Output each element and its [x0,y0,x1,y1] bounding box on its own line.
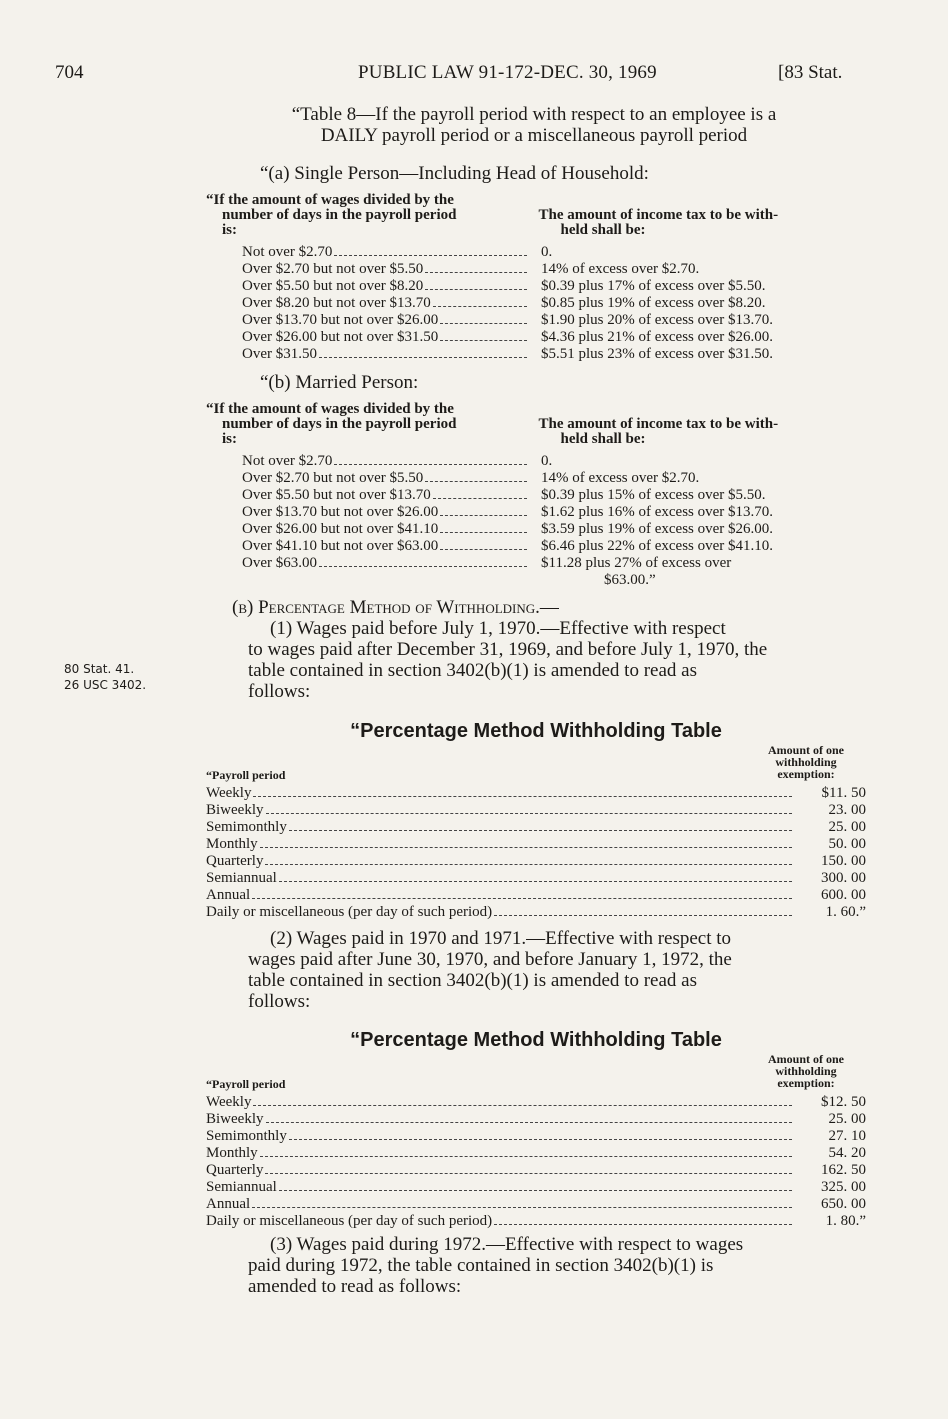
wage-bracket: Not over $2.70 [242,244,333,260]
single-col-right-line1: The amount of income tax to be with- [538,207,779,223]
payroll-period: Quarterly [206,853,264,869]
married-last-tax-continuation: $63.00.” [604,572,656,588]
margin-note [64,661,146,693]
dot-leader [253,785,792,797]
table-row [206,521,866,538]
exemption-amount: 25. 00 [828,1111,866,1127]
paragraph-1-line4: follows: [248,681,311,702]
paragraph-2-line2: wages paid after June 30, 1970, and before January 1, 1972, the [248,949,732,970]
married-col-left-line2: number of days in the payroll period [222,416,457,432]
page-title: PUBLIC LAW 91-172-DEC. 30, 1969 [358,62,657,83]
dot-leader [440,504,527,516]
wage-bracket: Over $5.50 but not over $13.70 [242,487,431,503]
exemption-amount: 600. 00 [821,887,866,903]
dot-leader [494,904,792,916]
pct2-period-header: “Payroll period [206,1077,286,1091]
table8-caption [200,104,868,146]
wage-bracket: Over $2.70 but not over $5.50 [242,261,424,277]
exemption-amount: $11. 50 [821,785,866,801]
dot-leader [252,1196,792,1208]
exemption-amount: 1. 60.” [825,904,866,920]
single-col-left-line1: “If the amount of wages divided by the [206,192,454,208]
dot-leader [425,470,527,482]
table-row [206,1145,866,1162]
table-row [206,329,866,346]
wage-bracket: Over $41.10 but not over $63.00 [242,538,439,554]
married-table-header [206,402,866,447]
page-number: 704 [55,62,84,83]
payroll-period: Daily or miscellaneous (per day of such period) [206,904,493,920]
percentage-table-1-title: “Percentage Method Withholding Table [350,720,722,742]
single-col-right-line2: held shall be: [560,222,646,238]
paragraph-2 [248,928,866,1012]
table-row [206,453,866,470]
exemption-amount: 150. 00 [821,853,866,869]
payroll-period: Biweekly [206,1111,264,1127]
exemption-amount: 23. 00 [828,802,866,818]
dot-leader [265,1162,792,1174]
exemption-amount: 27. 10 [828,1128,866,1144]
dot-leader [319,555,527,567]
dot-leader [289,819,792,831]
tax-amount: $3.59 plus 19% of excess over $26.00. [541,521,774,537]
single-table-rows [206,244,866,363]
margin-note-line1: 80 Stat. 41. [64,662,135,676]
pct1-amount-header [746,744,866,780]
payroll-period: Semiannual [206,870,277,886]
exemption-amount: 25. 00 [828,819,866,835]
tax-amount: $6.46 plus 22% of excess over $41.10. [541,538,774,554]
paragraph-1 [248,618,866,702]
dot-leader [494,1213,792,1225]
table-row [206,261,866,278]
table-row [206,470,866,487]
dot-leader [334,453,527,465]
married-col-right-line2: held shall be: [560,431,646,447]
exemption-amount: 650. 00 [821,1196,866,1212]
wage-bracket: Over $13.70 but not over $26.00 [242,312,439,328]
single-person-heading: “(a) Single Person—Including Head of Household: [260,163,649,184]
married-col-left-line3: is: [222,431,237,447]
exemption-amount: 1. 80.” [825,1213,866,1229]
wage-bracket: Over $63.00 [242,555,317,571]
dot-leader [433,295,527,307]
dot-leader [252,887,792,899]
dot-leader [440,538,527,550]
pct1-amount-header-line2: withholding [775,755,837,769]
payroll-period: Semimonthly [206,1128,287,1144]
single-person-table [206,193,866,363]
payroll-period: Annual [206,1196,251,1212]
paragraph-3-line3: amended to read as follows: [248,1276,462,1297]
table-row [206,802,866,819]
paragraph-2-line1: (2) Wages paid in 1970 and 1971.—Effective with respect to [270,928,732,949]
dot-leader [440,521,527,533]
pct1-amount-header-line3: exemption: [777,767,835,781]
table-row [206,346,866,363]
dot-leader [425,261,527,273]
table-row [206,887,866,904]
payroll-period: Annual [206,887,251,903]
table-row [206,1179,866,1196]
single-col-left-line2: number of days in the payroll period [222,207,457,223]
dot-leader [266,802,793,814]
exemption-amount: 162. 50 [821,1162,866,1178]
tax-amount: 14% of excess over $2.70. [541,261,700,277]
tax-amount: $1.90 plus 20% of excess over $13.70. [541,312,774,328]
tax-amount: $4.36 plus 21% of excess over $26.00. [541,329,774,345]
tax-amount: $1.62 plus 16% of excess over $13.70. [541,504,774,520]
dot-leader [433,487,527,499]
paragraph-2-line3: table contained in section 3402(b)(1) is amended to read as [248,970,697,991]
dot-leader [334,244,527,256]
wage-bracket: Over $13.70 but not over $26.00 [242,504,439,520]
table-row [206,1128,866,1145]
wage-bracket: Over $26.00 but not over $41.10 [242,521,439,537]
payroll-period: Weekly [206,785,252,801]
dot-leader [425,278,527,290]
exemption-amount: 54. 20 [828,1145,866,1161]
table-row [206,312,866,329]
table-row [206,538,866,555]
percentage-method-heading: (b) Percentage Method of Withholding.— [232,597,559,618]
payroll-period: Monthly [206,1145,258,1161]
dot-leader [266,1111,793,1123]
dot-leader [279,1179,792,1191]
table-row [206,1196,866,1213]
pct2-amount-header-line1: Amount of one [767,1052,844,1066]
paragraph-1-line2: to wages paid after December 31, 1969, and before July 1, 1970, the [248,639,768,660]
payroll-period: Quarterly [206,1162,264,1178]
dot-leader [253,1094,792,1106]
table8-caption-line2: DAILY payroll period or a miscellaneous payroll period [320,125,748,146]
tax-amount: $0.39 plus 15% of excess over $5.50. [541,487,766,503]
table8-caption-line1: “Table 8—If the payroll period with respect to an employee is a [291,104,777,125]
tax-amount: $0.39 plus 17% of excess over $5.50. [541,278,766,294]
paragraph-3 [248,1234,866,1297]
paragraph-1-line1: (1) Wages paid before July 1, 1970.—Effective with respect [270,618,726,639]
table-row [206,853,866,870]
statute-reference: [83 Stat. [778,62,843,83]
table-row [206,1111,866,1128]
wage-bracket: Over $26.00 but not over $31.50 [242,329,439,345]
percentage-table-2-title: “Percentage Method Withholding Table [350,1029,722,1051]
dot-leader [319,346,527,358]
exemption-amount: 325. 00 [821,1179,866,1195]
dot-leader [260,1145,792,1157]
exemption-amount: $12. 50 [821,1094,866,1110]
payroll-period: Daily or miscellaneous (per day of such period) [206,1213,493,1229]
single-table-header [206,193,866,238]
dot-leader [440,312,527,324]
dot-leader [440,329,527,341]
dot-leader [260,836,792,848]
pct2-amount-header-line2: withholding [775,1064,837,1078]
dot-leader [289,1128,792,1140]
married-col-right-line1: The amount of income tax to be with- [538,416,779,432]
percentage-table-1 [206,744,866,924]
exemption-amount: 50. 00 [828,836,866,852]
table-row [206,278,866,295]
wage-bracket: Over $2.70 but not over $5.50 [242,470,424,486]
tax-amount: 0. [541,244,553,260]
paragraph-3-line1: (3) Wages paid during 1972.—Effective with respect to wages [270,1234,744,1255]
table-row [206,785,866,802]
tax-amount: $11.28 plus 27% of excess over [541,555,732,571]
paragraph-3-line2: paid during 1972, the table contained in section 3402(b)(1) is [248,1255,714,1276]
table-row [206,904,866,921]
table-row [206,1162,866,1179]
dot-leader [279,870,792,882]
payroll-period: Monthly [206,836,258,852]
wage-bracket: Over $8.20 but not over $13.70 [242,295,431,311]
wage-bracket: Over $31.50 [242,346,317,362]
table-row [206,487,866,504]
married-col-left-line1: “If the amount of wages divided by the [206,401,454,417]
payroll-period: Weekly [206,1094,252,1110]
tax-amount: $5.51 plus 23% of excess over $31.50. [541,346,774,362]
table-row [206,1094,866,1111]
married-person-table [206,402,866,589]
single-col-left-line3: is: [222,222,237,238]
paragraph-2-line4: follows: [248,991,311,1012]
tax-amount: $0.85 plus 19% of excess over $8.20. [541,295,766,311]
paragraph-1-line3: table contained in section 3402(b)(1) is amended to read as [248,660,697,681]
percentage-table-2 [206,1053,866,1233]
married-person-heading: “(b) Married Person: [260,372,419,393]
table-row [206,836,866,853]
payroll-period: Biweekly [206,802,264,818]
table-row [206,819,866,836]
wage-bracket: Not over $2.70 [242,453,333,469]
tax-amount: 14% of excess over $2.70. [541,470,700,486]
pct1-amount-header-line1: Amount of one [767,743,844,757]
payroll-period: Semiannual [206,1179,277,1195]
table-row [206,870,866,887]
payroll-period: Semimonthly [206,819,287,835]
table-row [206,1213,866,1230]
exemption-amount: 300. 00 [821,870,866,886]
table-row [206,504,866,521]
pct1-period-header: “Payroll period [206,768,286,782]
tax-amount: 0. [541,453,553,469]
dot-leader [265,853,792,865]
table-row [206,555,866,572]
pct2-amount-header-line3: exemption: [777,1076,835,1090]
table-row [206,295,866,312]
margin-note-line2: 26 USC 3402. [64,678,147,692]
pct2-amount-header [746,1053,866,1089]
wage-bracket: Over $5.50 but not over $8.20 [242,278,424,294]
table-row [206,244,866,261]
married-table-rows [206,453,866,572]
